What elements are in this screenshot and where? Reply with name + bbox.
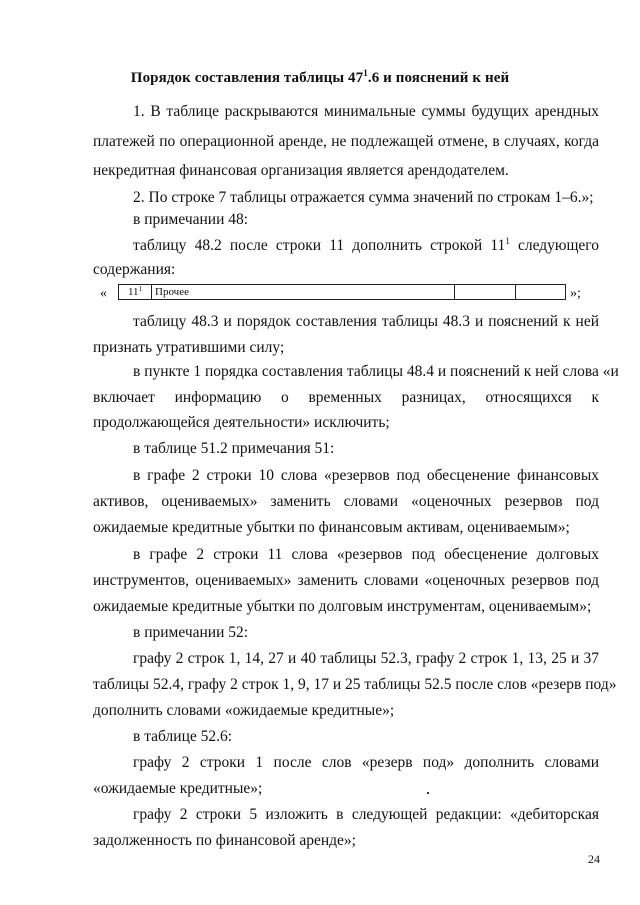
paragraph-line: в примечании 52: bbox=[133, 624, 249, 641]
row-value-cell bbox=[516, 285, 566, 300]
paragraph-line: содержания: bbox=[93, 261, 176, 278]
inserted-table-row bbox=[100, 284, 600, 304]
paragraph-line: признать утратившими силу; bbox=[93, 339, 285, 356]
paragraph-line: дополнить словами «ожидаемые кредитные»; bbox=[93, 702, 395, 719]
paragraph-line: активов, оцениваемых» заменить словами «оценочных резервов под bbox=[93, 493, 599, 510]
paragraph-line: продолжающейся деятельности» исключить; bbox=[93, 414, 390, 431]
paragraph-line: таблицы 52.4, графу 2 строк 1, 9, 17 и 25 таблицы 52.5 после слов «резерв под» bbox=[93, 676, 617, 693]
open-quote: « bbox=[100, 286, 107, 301]
paragraph-line: в примечании 48: bbox=[133, 211, 249, 228]
paragraph-line: графу 2 строки 5 изложить в следующей редакции: «дебиторская bbox=[133, 806, 599, 823]
scan-speck bbox=[427, 792, 429, 794]
paragraph-line: в графе 2 строки 11 слова «резервов под обесценение долговых bbox=[133, 546, 599, 563]
page-number: 24 bbox=[588, 852, 600, 866]
paragraph-line: в таблице 51.2 примечания 51: bbox=[133, 440, 335, 457]
paragraph-line: инструментов, оцениваемых» заменить словами «оценочных резервов под bbox=[93, 572, 599, 589]
close-quote: »; bbox=[570, 286, 581, 301]
paragraph-line: графу 2 строк 1, 14, 27 и 40 таблицы 52.3, графу 2 строк 1, 13, 25 и 37 bbox=[133, 650, 599, 667]
paragraph-line: таблицу 48.2 после строки 11 дополнить строкой $11^1$ следующего bbox=[133, 236, 600, 254]
paragraph-line: платежей по операционной аренде, не подлежащей отмене, в случаях, когда bbox=[93, 133, 599, 150]
row-label-cell: Прочее bbox=[152, 285, 455, 300]
paragraph-line: в пункте 1 порядка составления таблицы 48.4 и пояснений к ней слова «и bbox=[133, 363, 619, 380]
paragraph-line: включает информацию о временных разницах, относящихся к bbox=[93, 389, 599, 406]
paragraph-line: графу 2 строки 1 после слов «резерв под» дополнить словами bbox=[133, 754, 599, 771]
paragraph-line: 1. В таблице раскрываются минимальные суммы будущих арендных bbox=[133, 103, 599, 120]
paragraph-line: ожидаемые кредитные убытки по финансовым активам, оцениваемым»; bbox=[93, 519, 570, 536]
row-table bbox=[118, 284, 566, 300]
paragraph-line: в графе 2 строки 10 слова «резервов под обесценение финансовых bbox=[133, 467, 599, 484]
paragraph-line: ожидаемые кредитные убытки по долговым инструментам, оцениваемым»; bbox=[93, 598, 592, 615]
paragraph-line: «ожидаемые кредитные»; bbox=[93, 780, 263, 797]
paragraph-line: некредитная финансовая организация является арендодателем. bbox=[93, 162, 509, 179]
paragraph-line: 2. По строке 7 таблицы отражается сумма значений по строкам 1–6.»; bbox=[133, 189, 594, 206]
row-value-cell bbox=[455, 285, 516, 300]
paragraph-line: таблицу 48.3 и порядок составления таблицы 48.3 и пояснений к ней bbox=[133, 313, 599, 330]
paragraph-line: в таблице 52.6: bbox=[133, 728, 233, 745]
paragraph-line: задолженность по финансовой аренде»; bbox=[93, 832, 356, 849]
document-title: Порядок составления таблицы $47^1.6$ и пояснений к ней bbox=[130, 68, 510, 86]
row-number-cell: $11^1$ bbox=[119, 285, 152, 300]
